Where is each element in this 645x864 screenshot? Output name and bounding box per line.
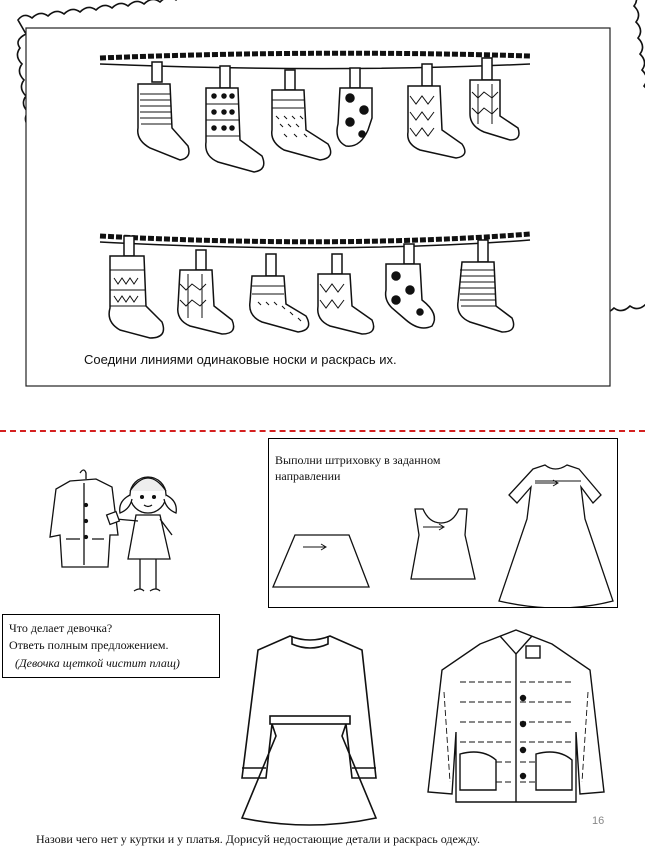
hatching-instruction-line2: направлении bbox=[275, 469, 341, 483]
girl-dress bbox=[128, 515, 170, 559]
inner-panel bbox=[26, 28, 610, 386]
girl-question-box bbox=[2, 614, 220, 678]
dress-drawing bbox=[226, 628, 396, 828]
hatching-instruction-line1: Выполни штриховку в заданном bbox=[275, 453, 441, 467]
clothes-instruction: Назови чего нет у куртки и у платья. Дорисуй недостающие детали и раскрась одежду. bbox=[36, 832, 480, 846]
section-divider bbox=[0, 430, 645, 432]
socks-worksheet bbox=[0, 0, 645, 410]
jacket-drawing bbox=[420, 622, 610, 822]
page-number: 16 bbox=[592, 815, 605, 827]
girl-question: Что делает девочка? bbox=[9, 621, 113, 635]
dress-outline bbox=[499, 465, 613, 607]
socks-instruction: Соедини линиями одинаковые носки и раскрась их. bbox=[84, 352, 397, 367]
girl-prompt: Ответь полным предложением. bbox=[9, 638, 169, 652]
hatching-task-box bbox=[268, 438, 618, 608]
hatching-garments bbox=[269, 439, 617, 607]
girl-brushing-coat-illustration bbox=[40, 465, 210, 605]
girl-answer: (Девочка щеткой чистит плащ) bbox=[15, 656, 180, 670]
tank-top-outline bbox=[411, 509, 475, 579]
skirt-outline bbox=[273, 535, 369, 587]
